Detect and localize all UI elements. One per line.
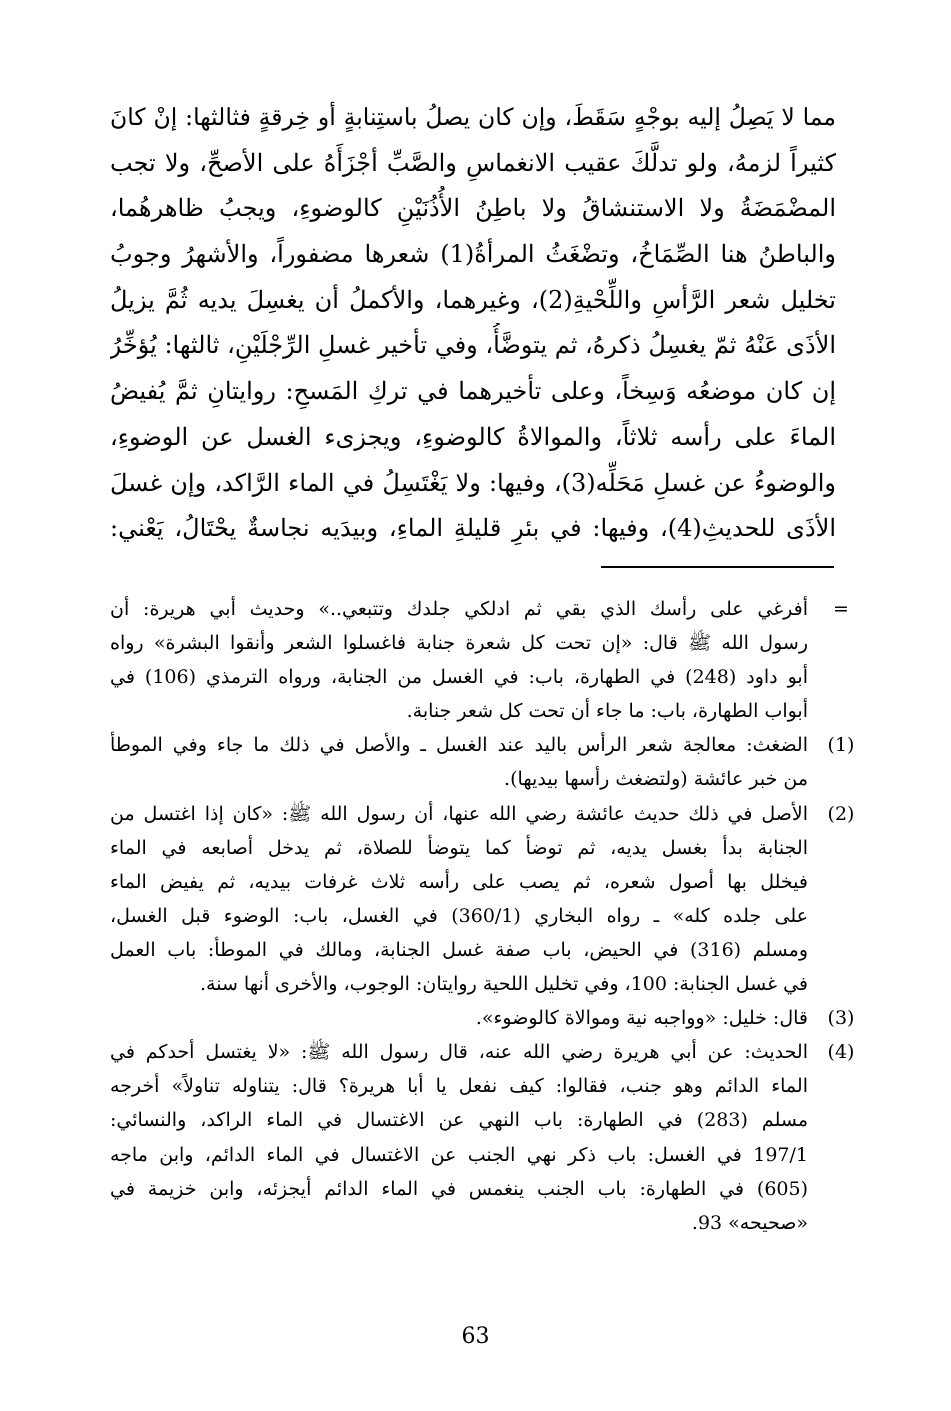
footnote-separator bbox=[601, 566, 834, 568]
footnote-line: أبو داود (248) في الطهارة، باب: في الغسل من الجنابة، ورواه الترمذي (106) في bbox=[110, 666, 808, 689]
main-line: إن كان موضعُه وَسِخاً، وعلى تأخيرهما في تركِ المَسحِ: روايتانِ ثمَّ يُفيضُ bbox=[110, 377, 836, 406]
footnote-line: الأصل في ذلك حديث عائشة رضي الله عنها، أن رسول الله ﷺ: «كان إذا اغتسل من bbox=[110, 802, 808, 825]
footnote-line: من خبر عائشة (ولتضغث رأسها بيديها). bbox=[504, 768, 808, 791]
footnotes bbox=[110, 592, 870, 1240]
main-line: الأذَى عَنْهُ ثمّ يغسِلُ ذكرهُ، ثم يتوضَّأُ، وفي تأخير غسلِ الرِّجْلَيْنِ، ثالثها: يُؤخِّرُ bbox=[110, 331, 836, 360]
main-line: كثيراً لزمهُ، ولو تدلَّكَ عقيب الانغماسِ والصَّبِّ أجْزَأَهُ على الأصحِّ، ولا تجب bbox=[110, 148, 836, 177]
main-text bbox=[110, 95, 836, 552]
main-line: المضْمَضَةُ ولا الاستنشاقُ ولا باطِنُ الأُذُنَيْنِ كالوضوءِ، ويجبُ ظاهرهُما، bbox=[110, 194, 836, 223]
page-number: 63 bbox=[461, 1324, 490, 1349]
footnote-line: قال: خليل: «وواجبه نية وموالاة كالوضوء». bbox=[475, 1007, 808, 1030]
footnote-line: في غسل الجنابة: 100، وفي تخليل اللحية روايتان: الوجوب، والأخرى أنها سنة. bbox=[199, 973, 808, 996]
main-line: مما لا يَصِلُ إليه بوجْهٍ سَقَطَ، وإن كان يصلُ باستِنابةٍ أو خِرقةٍ فثالثها: إنْ كانَ bbox=[110, 103, 836, 131]
footnote-line: (605) في الطهارة: باب الجنب ينغمس في الماء الدائم أيجزئه، وابن خزيمة في bbox=[110, 1177, 808, 1200]
footnote-line: مسلم (283) في الطهارة: باب النهي عن الاغتسال في الماء الراكد، والنسائي: bbox=[110, 1109, 808, 1132]
main-line: تخليل شعر الرَّأسِ واللِّحْيةِ(2)، وغيرهما، والأكملُ أن يغسِلَ يديه ثُمَّ يزيلُ bbox=[110, 285, 836, 314]
footnote-marker: (1) bbox=[827, 734, 855, 757]
footnote-line: الماء الدائم وهو جنب، فقالوا: كيف نفعل يا أبا هريرة؟ قال: يتناوله تناولاً» أخرجه bbox=[110, 1075, 808, 1098]
footnote-1 bbox=[110, 728, 870, 796]
footnote-marker: (3) bbox=[827, 1007, 855, 1030]
footnote-line: 197/1 في الغسل: باب ذكر نهي الجنب عن الاغتسال في الماء الدائم، وابن ماجه bbox=[110, 1143, 808, 1166]
footnote-marker: (2) bbox=[827, 802, 855, 825]
footnote-line: أفرغي على رأسك الذي بقي ثم ادلكي جلدك وتتبعي..» وحديث أبي هريرة: أن bbox=[110, 598, 808, 620]
footnote-line: فيخلل بها أصول شعره، ثم يصب على رأسه ثلاث غرفات بيديه، ثم يفيض الماء bbox=[110, 870, 808, 893]
main-line: والباطنُ هنا الصِّمَاخُ، وتضْغَثُ المرأةُ(1) شعرها مضفوراً، والأشهرُ وجوبُ bbox=[110, 240, 836, 269]
footnote-line: على جلده كله» ـ رواه البخاري (360/1) في الغسل، باب: الوضوء قبل الغسل، bbox=[110, 904, 808, 927]
footnote-2 bbox=[110, 797, 870, 1002]
footnote-line: «صحيحه» 93. bbox=[691, 1211, 808, 1234]
footnote-continuation bbox=[110, 592, 870, 728]
footnote-line: أبواب الطهارة، باب: ما جاء أن تحت كل شعر جنابة. bbox=[406, 700, 808, 723]
main-line: الماءَ على رأسه ثلاثاً، والموالاةُ كالوضوءِ، ويجزىء الغسل عن الوضوءِ، bbox=[110, 422, 836, 451]
footnote-4 bbox=[110, 1035, 870, 1240]
footnote-line: الحديث: عن أبي هريرة رضي الله عنه، قال رسول الله ﷺ: «لا يغتسل أحدكم في bbox=[110, 1041, 808, 1064]
footnote-line: ومسلم (316) في الحيض، باب صفة غسل الجنابة، ومالك في الموطأ: باب العمل bbox=[110, 938, 808, 961]
main-line: والوضوءُ عن غسلِ مَحَلِّه(3)، وفيها: ولا يَغْتَسِلُ في الماء الرَّاكد، وإن غسلَ bbox=[110, 468, 836, 497]
footnote-marker: = bbox=[833, 598, 849, 620]
main-line: الأذَى للحديثِ(4)، وفيها: في بئرِ قليلةِ الماءِ، وبيدَيه نجاسةٌ يحْتَالُ، يَعْني: bbox=[110, 514, 836, 543]
footnote-line: رسول الله ﷺ قال: «إن تحت كل شعرة جنابة فاغسلوا الشعر وأنقوا البشرة» رواه bbox=[110, 632, 808, 655]
footnote-line: الجنابة بدأ بغسل يديه، ثم توضأ كما يتوضأ للصلاة، ثم يدخل أصابعه في الماء bbox=[110, 836, 808, 859]
footnote-line: الضغث: معالجة شعر الرأس باليد عند الغسل ـ والأصل في ذلك ما جاء وفي الموطأ bbox=[110, 734, 808, 757]
footnote-marker: (4) bbox=[827, 1041, 855, 1064]
footnote-3 bbox=[110, 1001, 870, 1035]
